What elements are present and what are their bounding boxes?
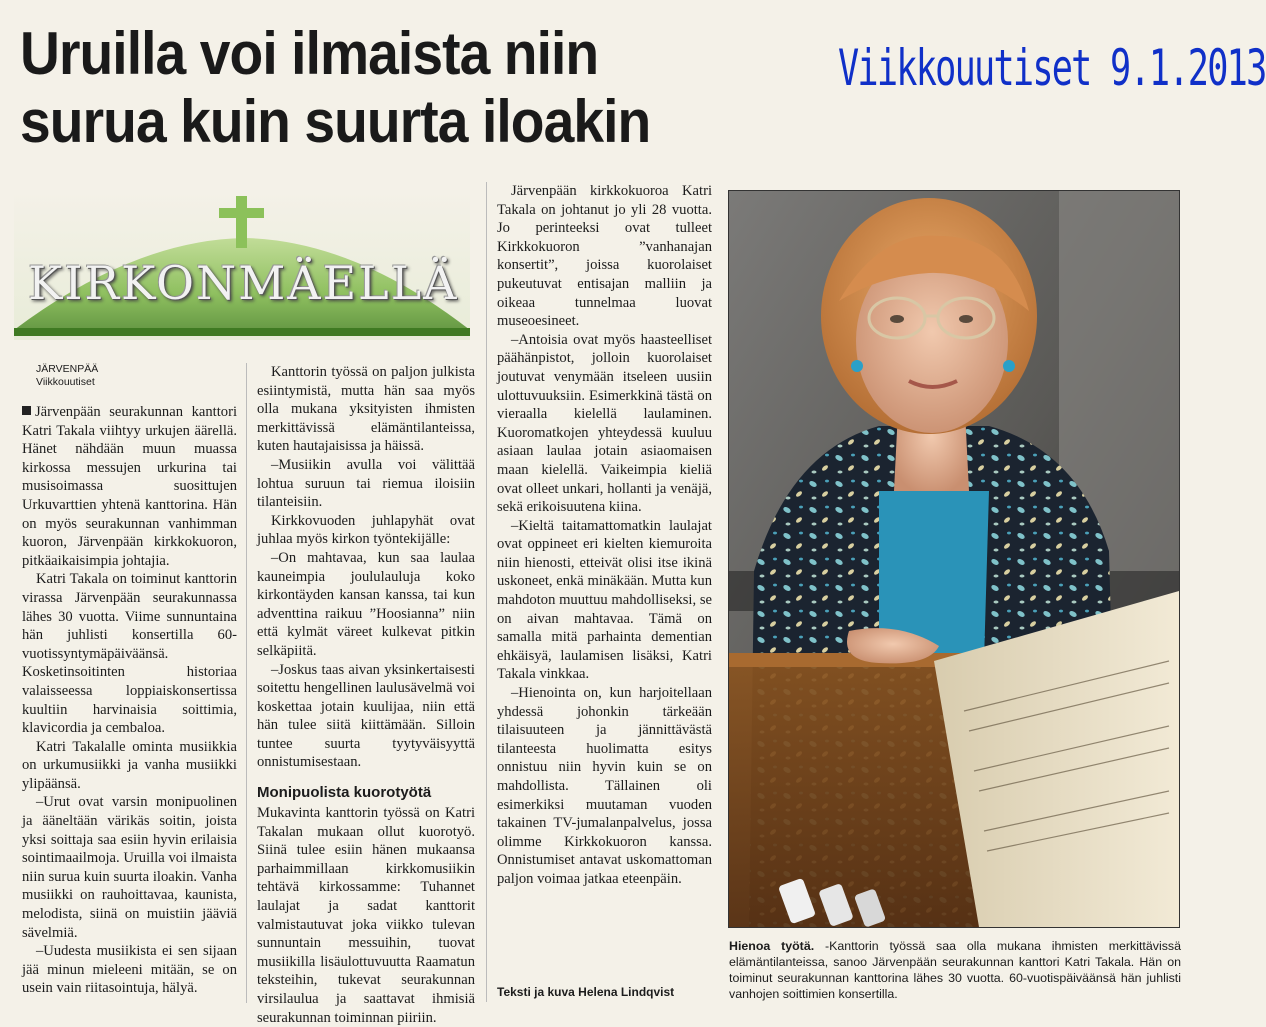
- paragraph: –Hienointa on, kun harjoitellaan yhdessä johonkin tärkeään tilaisuuteen ja jännittävästä tilanteesta huolimatta esitys onnistuu niin hyvin kuin se on mahdollista. Tällainen oli esimerkiksi muutaman vuoden takainen TV-jumalanpalvelus, jossa olimme Kirkkokuoron kanssa. Onnistumiset antavat uskomattoman paljon voimaa jatkaa eteenpäin.: [497, 685, 712, 887]
- subheading: Monipuolista kuorotyötä: [257, 784, 432, 802]
- caption-text: -Kanttorin työssä saa olla mukana ihmisten merkittävissä elämäntilanteissa, sanoo Järvenpään seurakunnan kanttori Katri Takala. Hän on toiminut seurakunnan kanttorina lähes 30 vuotta. 60-vuotispäiväänsä hän juhlisti vanhojen soittimien konsertilla.: [729, 939, 1181, 1001]
- headline-line-1: Uruilla voi ilmaista niin: [20, 20, 599, 87]
- portrait-photo: [728, 190, 1180, 928]
- portrait-image: [729, 191, 1179, 927]
- paragraph: Katri Takalalle ominta musiikkia on urkumusiikki ja vanha musiikki ylipäänsä.: [22, 738, 237, 792]
- paragraph: –Antoisia ovat myös haasteelliset päähänpistot, jolloin kuorolaiset joutuvat venymään itseleen uusiin ulottuvuuksiin. Esimerkkinä tästä on vieraalla kielellä laulaminen. Kuoromatkojen yhteydessä kuuluu asiaan laulaa jotain asiaomaisen maan kielellä. Vaikeimpia kieliä ovat olleet unkari, hollanti ja venäjä, sekä erikoisuutena kiina.: [497, 331, 712, 516]
- paragraph: –Joskus taas aivan yksinkertaisesti soitettu hengellinen laulusävelmä voi koskettaa jotain kuulijaa, niin että hän tulee siitä kiittämään. Silloin tuntee suurta tyytyväisyyttä onnistumisestaan.: [257, 661, 475, 771]
- paragraph: Katri Takala on toiminut kanttorin virassa Järvenpään seurakunnassa lähes 30 vuotta. Viime sunnuntaina hän juhlisti konsertilla 60-vuotissyntymäpäiväänsä. Kosketinsoitinten historiaa valaisseessa loppiaiskonsertissa kuultiin harvinaisia soittimia, klavicordia ja cembaloa.: [22, 571, 237, 737]
- paragraph: –Kieltä taitamattomatkin laulajat ovat oppineet eri kielten kiemuroita niin hienosti, etteivät olisi itse ikinä uskoneet, enkä minäkään. Mutta kun mahdoton muuttuu mahdolliseksi, se on aivan mahtavaa. Tämä on samalla mitä parhainta dementian ehkäisyä, laulamisen lisäksi, Katri Takala vinkkaa.: [497, 517, 712, 683]
- lead-text: Järvenpään seurakunnan kanttori Katri Takala viihtyy urkujen äärellä. Hänet nähdään muun muassa kirkossa messujen urkurina tai musisoimassa suosittujen Urkuvarttien yhtenä kanttorina. Hän on myös seurakunnan vanhimman kuoron, Järvenpään kirkkokuoron, pitkäaikaisimpia johtajia.: [22, 404, 237, 569]
- article-column-3: [497, 182, 712, 889]
- section-banner-title: KIRKONMÄELLÄ: [28, 256, 459, 310]
- headline: [20, 20, 802, 156]
- paragraph: –On mahtavaa, kun saa laulaa kauneimpia joululauluja koko kirkontäyden kansan kanssa, tai kun adventtina raikuu ”Hoosianna” niin että kylmät väreet kulkevat pitkin selkäpiitä.: [257, 549, 475, 659]
- headline-line-2: surua kuin suurta iloakin: [20, 88, 651, 155]
- photo-credit: Teksti ja kuva Helena Lindqvist: [497, 985, 675, 999]
- photo-caption: [729, 938, 1181, 1002]
- byline-place: JÄRVENPÄÄ: [36, 363, 99, 375]
- column-divider: [486, 182, 487, 1002]
- byline-source: Viikkouutiset: [36, 376, 95, 388]
- section-banner: [14, 190, 470, 340]
- lead-square-icon: [22, 406, 31, 415]
- article-column-2: [257, 363, 475, 1027]
- paragraph: Järvenpään kirkkokuoroa Katri Takala on johtanut jo yli 28 vuotta. Jo perinteeksi ovat tulleet Kirkkokuoron ”vanhanajan konsertit”, joissa kuorolaiset pukeutuvat entisajan malliin ja oikeaa tunnelmaa luovat museoesineet.: [497, 183, 712, 330]
- article-column-1: [22, 363, 237, 998]
- caption-title: Hienoa työtä.: [729, 939, 815, 953]
- paragraph: Mukavinta kanttorin työssä on Katri Takalan mukaan ollut kuorotyö. Siinä tulee esiin hänen mukaansa parhaimmillaan kirkkomusiikin tehtävä kirkossamme: Tuhannet laulajat ja sadat kanttorit valmistautuvat joka viikko tulevan sunnuntain messuihin, tuovat musiikilla lisäulottuvuutta Raamatun teksteihin, tukevat seurakunnan virsilaulua ja saattavat ihmisiä seurakunnan toiminnan piiriin.: [257, 805, 475, 1026]
- paragraph: –Urut ovat varsin monipuolinen ja ääneltään värikäs soitin, joista yksi soittaja saa esiin hyvin erilaisia sointimaailmoja. Uruilla voi ilmaista niin surua kuin suurta iloakin. Vanha musiikki on rauhoittavaa, kaunista, melodista, siinä on muistiin jääviä sävelmiä.: [22, 794, 237, 941]
- dateline: Viikkouutiset 9.1.2013: [838, 40, 1266, 98]
- paragraph: –Uudesta musiikista ei sen sijaan jää minun mieleeni mitään, se on usein vain riitasointuja, hälyä.: [22, 943, 237, 997]
- paragraph: –Musiikin avulla voi välittää lohtua suruun tai riemua iloisiin tilanteisiin.: [257, 456, 475, 511]
- paragraph: Kirkkovuoden juhlapyhät ovat juhlaa myös kirkon työntekijälle:: [257, 512, 475, 548]
- lead-paragraph: [22, 403, 237, 570]
- byline: [22, 363, 237, 389]
- column-divider: [246, 363, 247, 1003]
- paragraph: Kanttorin työssä on paljon julkista esiintymistä, mutta hän saa myös olla mukana yksityisten ihmisten merkittävissä elämäntilanteissa, kuten hautajaisissa ja häissä.: [257, 364, 475, 455]
